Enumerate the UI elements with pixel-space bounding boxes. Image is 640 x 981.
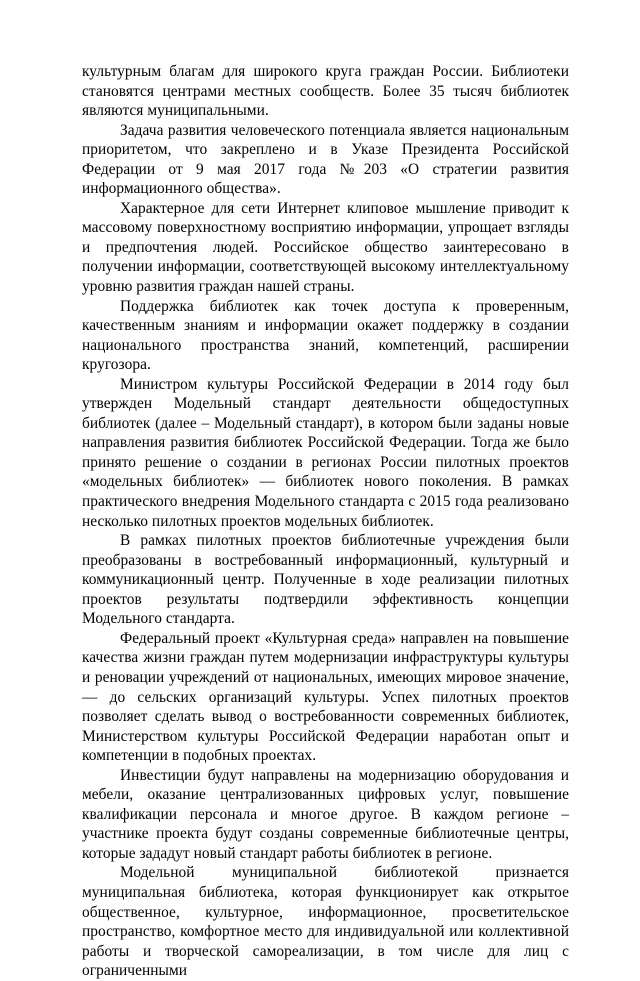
paragraph-continuation: культурным благам для широкого круга граждан России. Библиотеки становятся центрами местных сообществ. Более 35 тысяч библиотек являются муниципальными.	[82, 63, 569, 120]
paragraph-model-standard: Министром культуры Российской Федерации в 2014 году был утвержден Модельный стандарт деятельности общедоступных библиотек (далее – Модельный стандарт), в котором были заданы новые направления развития библиотек Российской Федерации. Тогда же было принято решение о создании в регионах России пилотных проектов «модельных библиотек» — библиотек нового поколения. В рамках практического внедрения Модельного стандарта с 2015 года реализовано несколько пилотных проектов модельных библиотек.	[82, 375, 569, 530]
paragraph-cultural-environment: Федеральный проект «Культурная среда» направлен на повышение качества жизни граждан путем модернизации инфраструктуры культуры и реновации учреждений от национальных, имеющих мировое значение, — до сельских организаций культуры. Успех пилотных проектов позволяет сделать вывод о востребованности современных библиотек, Министерством культуры Российской Федерации наработан опыт и компетенции в подобных проектах.	[82, 629, 569, 765]
document-body	[82, 62, 569, 981]
paragraph-investments: Инвестиции будут направлены на модернизацию оборудования и мебели, оказание централизованных цифровых услуг, повышение квалификации персонала и многое другое. В каждом регионе – участнике проекта будут созданы современные библиотечные центры, которые зададут новый стандарт работы библиотек в регионе.	[82, 766, 569, 862]
paragraph-model-library-definition: Модельной муниципальной библиотекой признается муниципальная библиотека, которая функционирует как открытое общественное, культурное, информационное, просветительское пространство, комфортное место для индивидуальной или коллективной работы и творческой самореализации, в том числе для лиц с ограниченными	[82, 864, 569, 980]
paragraph-national-priority: Задача развития человеческого потенциала является национальным приоритетом, что закреплено и в Указе Президента Российской Федерации от 9 мая 2017 года №203 «О стратегии развития информационного общества».	[82, 121, 569, 198]
paragraph-pilot-projects: В рамках пилотных проектов библиотечные учреждения были преобразованы в востребованный информационный, культурный и коммуникационный центр. Полученные в ходе реализации пилотных проектов результаты подтвердили эффективность концепции Модельного стандарта.	[82, 532, 569, 628]
paragraph-clip-thinking: Характерное для сети Интернет клиповое мышление приводит к массовому поверхностному восприятию информации, упрощает взгляды и предпочтения людей. Российское общество заинтересовано в получении информации, соответствующей высокому интеллектуальному уровню развития граждан нашей страны.	[82, 199, 569, 296]
paragraph-library-support: Поддержка библиотек как точек доступа к проверенным, качественным знаниям и информации окажет поддержку в создании национального пространства знаний, компетенций, расширении кругозора.	[82, 297, 569, 374]
